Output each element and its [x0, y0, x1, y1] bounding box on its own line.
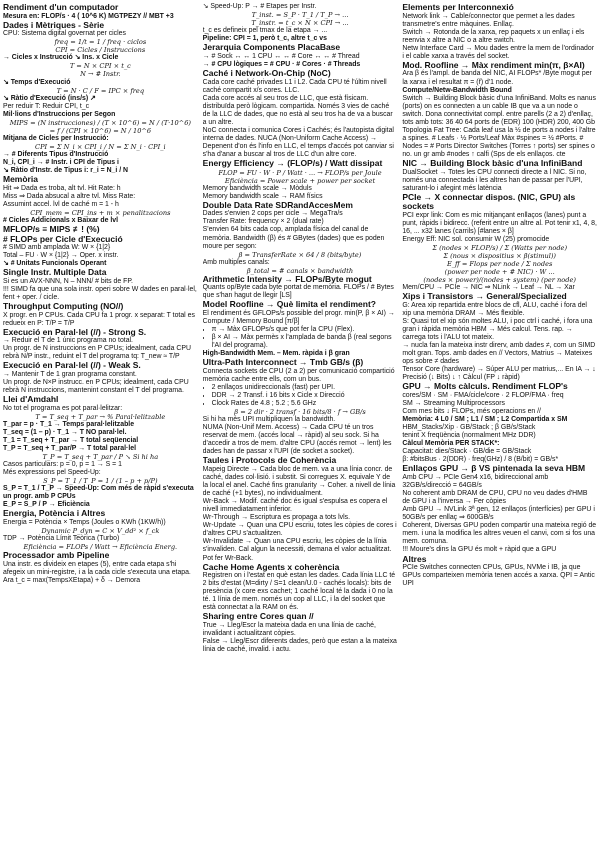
- formula: = f / (CPI × 10^6) = N / 10^6: [49, 126, 152, 135]
- text-line: X progr. en P CPUs. Cada CPU fa 1 progr. x separat: T total es redueix en P: T/P = T/P: [3, 311, 195, 327]
- text-line: Mapeig Directe → Cada bloc de mem. va a una línia concr. de caché, dades col·lisió. i substit. Si corregues X. equivale Y de la local el anel. Caché fins granularity → Coher. a nivell de línia de caché (+1 bytes), no individualment.: [202, 466, 396, 498]
- bold-line: Compute/Netw-Bandwidth Bound: [402, 86, 512, 94]
- text-line: Tensor Core (hardware) → Súper ALU per matrius,... En IA → ↓ Precisió (↓ Bits) ↓ ↑ Càlcul (FP ↓ ràpid): [402, 366, 596, 382]
- formula: (nodes × power)/(nodes + system) (per node): [423, 276, 576, 285]
- formula: T = T_seq + T_par → % Paral·lelitzable: [35, 412, 166, 421]
- text-line: Amb CPU → PCIe Gen4 x16, bidireccional amb 32GB/s/direcció = 64GB/s: [402, 474, 549, 490]
- bold-line: T_seq = (1 – p) · T_1 → T NO paral·lel.: [3, 428, 127, 436]
- formula: β = TransferRate × 64 / 8 (bits/byte): [238, 250, 362, 259]
- bold-line: Pipeline: CPI = 1, però t_c, altre t_c vs: [202, 35, 327, 43]
- text-line: Mem/CPU → PCIe → NIC ⇒ NLink → Leaf → NL → Xar: [402, 284, 575, 292]
- text-line: Amb multiples canals:: [202, 258, 270, 266]
- section-heading: Processador amb Pipeline: [3, 550, 110, 561]
- text-line: β: #bitsBus · 2(DDR) · freq(GHz) / 8 (B/bit) = GB/s*: [402, 456, 559, 464]
- formula: N → # Instr.: [80, 70, 121, 79]
- text-line: ↘ Speed-Up: P → # Etapes per Instr.: [202, 3, 317, 10]
- section-heading: Throughput Computing (NO//): [3, 300, 124, 311]
- text-line: Capacitat: dies/Stack · GB/die = GB/Stack: [402, 448, 532, 456]
- text-line: Cada core caché privades L1 i L2. Cada CPU té l'últim nivell caché compartit x/s cores. LLC.: [202, 78, 387, 94]
- bullet-item: • Clock Rates de 4.8 ; 5.2 ; 5.6 GHz: [212, 400, 398, 408]
- section-heading: Mod. Roofline → Màx rendiment min(π, β×AI): [402, 59, 585, 70]
- bold-line: T_P = T_seq + T_par/P → T total paral·lel: [3, 444, 137, 452]
- bold-line: High-Bandwidth Mem. – Mem. ràpida i β gran: [202, 350, 350, 358]
- bold-line: E_P = S_P / P → Eficiència: [3, 501, 90, 509]
- text-line: Com mes bits ↓ FLOPs, més operacions en //: [402, 408, 541, 416]
- section-heading: Execució en Paral·lel (//) - Weak S.: [3, 360, 141, 371]
- section-heading: Xips i Transistors → General/Specialized: [402, 291, 567, 302]
- text-line: Amb GPU → NVLink 3ª gen, 12 enllaços (interfícies) per GPU i 50GB/s per enllaç ⇒ 600GB/s: [402, 506, 595, 522]
- formula: CPI = Σ N_i × CPI_i / N = Σ N_i · CPI_i: [35, 142, 166, 151]
- text-line: Memory bandwidth scale → Mòduls: [202, 184, 312, 192]
- column-right: [402, 3, 597, 846]
- formula: T_instr. = t_c × N × CPI → ...: [251, 19, 349, 28]
- bold-line: S_P = T_1 / T_P → Speed-Up: Com més de ràpid s'executa un progr. amb P CPUs: [3, 485, 194, 501]
- section-heading: Caché i Network-On-Chip (NoC): [202, 67, 331, 78]
- text-line: Netw Interface Card → Mou dades entre la mem de l'ordinador i el cable xarxa a través del socket.: [402, 44, 595, 60]
- text-line: Per reduir T: Reduir CPI, t_c: [3, 102, 90, 110]
- text-line: NoC connecta i comunica Cores i Cachés; és l'autopista digital interna de dades. NUCA (Non-Uniform Cache Access) → Depenent d'on és l'info en LLC, el temps d'accés pot canviar si s'ha d'anar a buscar al tros de LLC d'un altre core.: [202, 126, 394, 158]
- section-heading: Altres: [402, 553, 427, 564]
- text-line: Connecta sockets de CPU (2 a 2) per comunicació compartició memòria cache entre ells, com un bus.: [202, 367, 395, 383]
- text-line: cores/SM · SM · FMA/cicle/core · 2 FLOP/FMA · freq: [402, 392, 564, 400]
- section-heading: Double Data Rate SDRandAccesMem: [202, 199, 353, 210]
- text-line: Un progr. de N instruccions en P CPUs; idealment, cada CPU rebrà N/P instr., reduint el T del programa tq: T_new ≈ T/P: [3, 345, 191, 361]
- section-heading: Elements per Interconnexió: [402, 3, 514, 12]
- text-line: CPU: Sistema digital governat per cicles: [3, 30, 126, 38]
- section-heading: MFLOP/s ≡ MIPS ≢! (%): [3, 223, 100, 234]
- bold-line: Mil·lions d'Instruccions per Segon: [3, 110, 116, 118]
- section-heading: Arithmetic Intensity → FLOPs/Byte mogut: [202, 273, 372, 284]
- formula: FLOP = FU · W · P / Watt · ... → FLOP/s per Joule: [218, 168, 382, 177]
- text-line: Més expressions pel Speed-Up:: [3, 469, 101, 477]
- formula: CPI = Cicles / Instruccions: [55, 46, 146, 55]
- formula: Eficiència = Power scale + power per socket: [224, 176, 376, 185]
- bold-line: T_par = p · T_1 → Temps paral·lelitzable: [3, 420, 135, 428]
- text-line: No coherent amb DRAM de CPU, CPU no veu dades d'HMB de GPU i a l'inversa → Fer còpies: [402, 490, 588, 506]
- bold-line: Càlcul Memòria PER STACK*:: [402, 440, 500, 448]
- formula: β_total = # canals × bandwidth: [246, 266, 354, 275]
- bullet-list: [203, 384, 398, 408]
- text-line: G: Area xip repartida entre blocs de cfl, ALU, caché i fora del xip una memòria DRAM → Més flexible.: [402, 301, 587, 318]
- text-line: DualSocket → Totes les CPU connecti directe a l NIC. Si no, només una connectada i les altres han de passar per l'UPI, saturant-lo i afegint més latència: [402, 168, 587, 192]
- bold-line: N_i, CPI_i → # Instr. i CPI de Tipus i: [3, 158, 119, 166]
- section-heading: Energy Efficiency → (FLOP/s) / Watt dissipat: [202, 157, 383, 168]
- text-line: !!! Moure's dins la GPU és molt + ràpid que a GPU: [402, 546, 557, 554]
- bullet-item: • 2 enllaços unidireccionals (fast) per UPI.: [212, 384, 398, 392]
- text-line: Energy Eff: NIC sol. consumir W (25) promocide: [402, 236, 550, 244]
- text-line: Casos particulars: p = 0, p = 1 → S = 1: [3, 461, 122, 469]
- text-line: TDP → Potència Límit Teòrica (Turbo): [3, 535, 120, 543]
- section-heading: Enllaços GPU → β VS pintenada la seva HBM: [402, 463, 586, 474]
- section-heading: Dades i Mètriques - Sèrie: [3, 19, 105, 30]
- text-line: Registren on i l'estat en què estan les dades. Cada línia LLC té 2 bits d'estat (M=dirty / S=1 clean/U.0 - cachés locals): bits de presència (x core exs cachet; 1 caché local té la dada i 0 no la té. 1 línia de mem. només un cop al LLC, i la del socket que està connectat a la RAM on és.: [202, 572, 396, 612]
- bold-line: ↘ Ràtio d'Execució (ins/s) ↗: [3, 94, 96, 102]
- text-line: S: Quasi tot el xip són moltes ALU, i poc ctrl i caché, i fora una gran i ràpida memòria HBM → Més calcul. Tens. rap. → carrega tots i l'ALU tot mateix.: [402, 318, 593, 342]
- text-line: !!! SIMD fa que una sola instr. operi sobre W dades en paral·lel, fent + oper. / cicle.: [3, 285, 197, 301]
- bullet-item: • DDR → 2 Transf. i 16 bits x Cicle x Direcció: [212, 392, 398, 400]
- text-line: Switch → Rotonda de la xarxa, rep paquets x un enllaç i els reenvia x altre a NIC o a altre switch.: [402, 28, 585, 44]
- text-line: Memory bandwidth scale → RAM físics: [202, 192, 323, 200]
- text-line: Transfer Rate: frequency × 2 (dual rate): [202, 218, 324, 226]
- text-line: Miss ⇒ Dada absucal a altre tvl. Miss Rate:: [3, 192, 136, 200]
- text-line: Un progr. de N×P instrucc. en P CPUs; idealment, cada CPU rebrà N instruccions, mantenint constant el T del programa.: [3, 379, 189, 395]
- formula: Σ (nodes × FLOP/s) / Σ (Watts per node): [432, 244, 568, 253]
- text-line: Topologia Fat Tree: Cada leaf usa la ½ de ports a nodes i l'altre a spines. # Leafs · ½ Ports/Leaf Màx #spines = ½ #Ports. # Nodes = # Ports Director Switches (Torres ↑ ports) ser spines o no. un gr amb #nodes ↑ calfi (Sps de els enllaços. cte: [402, 126, 596, 158]
- section-heading: Jerarquia Components PlacaBase: [202, 42, 341, 53]
- formula: T_P = T_seq + T_par / P ↘ Si hi ha: [42, 453, 159, 461]
- bold-line: Mitjana de Cicles per Instrucció:: [3, 134, 109, 142]
- section-heading: Rendiment d'un computador: [3, 3, 119, 12]
- section-heading: Ultra-Path Interconnect → Tmb GB/s (β): [202, 357, 364, 368]
- section-heading: GPU → Molts càlculs. Rendiment FLOP's: [402, 381, 568, 392]
- formula: T = N × CPI × t_c: [69, 62, 131, 71]
- formula: Σ (nous × dispositius × β(stimul)): [443, 252, 557, 261]
- text-line: → nucla fan la mateixa instr direrv, amb dades ≠, com un SIMD molt gran. Tops. amb dades en // Vectors, Matrius → Mateixes ops sobre ≠ dades: [402, 342, 596, 366]
- text-line: Network link → Cable/connector que permet a les dades transmetre's entre màquines. Enllaç.: [402, 12, 575, 28]
- text-line: NUMA (Non-Unif Mem. Access) → Cada CPU té un tros reservat de mem. (accés local → ràpid) al seu sock. Si ha d'accedir a tros de mem. d'altre CPU (accés remot → lent) les dades han de passar x l'UPI (de socket a socket).: [202, 424, 392, 456]
- bold-line: → # Diferents Tipus d'Instrucció: [3, 150, 109, 158]
- text-line: → Reduir el T de 1 únic programa no total.: [3, 337, 133, 345]
- text-line: SM → Streaming Multiprocessors: [402, 400, 505, 408]
- section-heading: Taules i Protocols de Coherència: [202, 455, 337, 466]
- bold-line: T_1 = T_seq + T_par → T total seqüencial: [3, 436, 139, 444]
- text-line: t_c es defineix pel tmax de la etapa → ...: [202, 27, 328, 35]
- formula: S_P = T_1 / T_P = 1 / (1 – p + p/P): [43, 477, 158, 486]
- text-line: Assumint accel. lvl de caché m = 1 - h: [3, 200, 119, 208]
- text-line: Hit ⇒ Dada es troba, alt tvl. Hit Rate: h: [3, 184, 121, 192]
- bullet-item: • π → Màx GFLOPs/s que pot fer la CPU (Flex).: [212, 326, 398, 334]
- section-heading: Single Instr. Multiple Data: [3, 267, 107, 278]
- text-line: Wr-Update → Quan una CPU escriu, totes les còpies de cores i d'altres CPU s'actualitzen.: [202, 522, 397, 538]
- text-line: Cada core accés al seu tros de LLC, que està físicam. distribuïda però lògicam. compartida. Només 3 vies de caché de la LLC de dades, que no està al seu tros ha de va a buscar a un altre.: [202, 94, 393, 126]
- text-line: Quants op/Byte cada byte portat de memòria. FLOPs / # Bytes que s'han hagut de llegir [LS]: [202, 284, 394, 300]
- text-line: HBM_Stacks/Xip · GB/Stack ; β GB/s/Stack: [402, 424, 536, 432]
- formula: MIPS = (N instrucciones) / (T × 10^6) = N / (T·10^6): [9, 118, 191, 127]
- section-heading: # FLOPs per Cicle d'Execució: [3, 233, 123, 244]
- bold-line: ↘ Temps d'Execució: [3, 78, 71, 86]
- text-line: tenint X freqüència (normalment MHz DDR): [402, 432, 536, 440]
- text-line: Wr-Through → Escriptura es propaga a tots lvls.: [202, 514, 350, 522]
- text-line: Energia = Potència × Temps (Joules o KWh (1KW/h)): [3, 518, 166, 526]
- bold-line: Memòria: 4 L0 / SM ; L1 / SM ; L2 Compartida x SM: [402, 416, 568, 424]
- section-heading: PCIe → X connectar dispos. (NIC, GPU) als sockets: [402, 191, 576, 212]
- text-line: Coherent, Diversas GPU poden compartir una mateixa regió de mem. i una la modifica les altres veuen el canvi, com si fos una mem. comuna.: [402, 522, 597, 546]
- section-heading: Execució en Paral·lel (//) - Strong S.: [3, 326, 147, 337]
- formula: E_ff = Flops per node / Σ nodes: [446, 260, 553, 269]
- text-line: Wr-Back → Modif. caché doc és igual s'espulsa es copera el nivell immediatament inferior.: [202, 498, 388, 514]
- text-line: → Mantenir T de 1 gran programa constant.: [3, 370, 137, 378]
- text-line: Switch → Building Block bàsic d'una InfiniBand. Molts es nanus (ports) on es connecten a un cable IB que va a un node o switch. Dona connectivitat compl. entre parells (2 a 2) d'enllaç, tots amb tots: 36 40 64 ports de (EDR) 100 (HDR) 200, 400 Gb: [402, 94, 596, 126]
- text-line: → # Sock ↔ ↔ 1 CPU ↔ ↔ # Core ↔ ↔ # Thread: [202, 52, 360, 60]
- text-line: Dades s'envien 2 cops per cicle → MegaTra/s: [202, 210, 343, 218]
- bold-line: Mesura en: FLOP/s · 4 ( 10^6 K) MGTPEZY // MBT +3: [3, 12, 174, 20]
- text-line: Una instr. es divideix en etapes (5), entre cada etapa s'hi afegeix un mini-registre, i a la cada cicle s'executa una etapa. Ara t_c = max(TempsXEtapa) + δ → Demora: [3, 560, 191, 584]
- column-middle: [203, 3, 398, 846]
- text-line: # SIMD amb amplada W: W × {1|2}: [3, 244, 111, 252]
- formula: β = 2 dir · 2 transf · 16 bits/8 · f → GB/s: [234, 408, 366, 417]
- text-line: PCI expr link: Com es mic mitjançant enllaços (lanes) punt a punt, ràpids i bidirecc. (referit entre un altre al. Pot tenir x1, 4, 8, 16, ... x32 lanes (carrils) [#lanes × β]: [402, 211, 597, 235]
- text-line: Wr-Invalidate → Quan una CPU escriu, les còpies de la línia s'invaliden. Cal algun la necessiti, demana el valor actualitzat. Pot fer Wr-Back.: [202, 538, 392, 562]
- column-left: [3, 3, 198, 846]
- bold-line: # Cicles Addicionals x Baixar de lvl: [3, 216, 119, 224]
- formula: T_inst. = S_P · T_1 / T_P → ...: [251, 11, 349, 20]
- text-line: Ara β és l'ampl. de banda del NIC, AI FLOPs* /Byte mogut per la xarxa i el resultat π = (ř) d'1 node.: [402, 70, 592, 86]
- text-line: False → Lleg/Escr diferents dades, però que estan a la mateixa línia de caché, invalid. i actu.: [202, 638, 397, 654]
- section-heading: Llei d'Amdahl: [3, 394, 59, 405]
- bold-line: ↘ Ràtio d'Instr. de Tipus i: r_i = N_i / N: [3, 167, 129, 175]
- bullet-item: • β × AI → Màx permès x l'amplada de banda β (real segons l'AI del programa).: [212, 334, 398, 350]
- section-heading: Memòria: [3, 174, 38, 185]
- text-line: El rendiment és GFLOPs/s possible del progr. min(Ρ, β × AI) → Compute / Memory Bound [π/β]: [202, 310, 395, 326]
- text-line: Si es un AVX-NNN, N – NNN/ # bits de FP.: [3, 277, 133, 285]
- text-line: S'envien 64 bits cada cop, amplada física del canal de memòria. Bandwidth (β) és # GBytes (dades) que es poden moure per segon:: [202, 226, 385, 250]
- text-line: No tot el programa es pot paral·lelitzar:: [3, 404, 123, 412]
- section-heading: Sharing entre Cores quan //: [202, 611, 314, 622]
- text-line: PCIe Switches connecten CPUs, GPUs, NVMe i IB, ja que GPUs comparteixen memòria tenen accés a xarxa. QPI = Antic UPI: [402, 564, 595, 588]
- bold-line: → # CPU lògiques = # CPU · # Cores · # Threads: [202, 60, 361, 68]
- text-line: Si hi ha més UPI multipliquen la bandwidth.: [202, 416, 336, 424]
- section-heading: Energia, Potència i Altres: [3, 508, 106, 519]
- section-heading: Model Roofline → Què limita el rendiment?: [202, 299, 376, 310]
- bold-line: → Cicles x Instrucció ↘ Ins. x Cicle: [3, 54, 119, 62]
- formula: Eficiència = FLOPs / Watt → Eficiència Energ.: [23, 543, 178, 552]
- section-heading: Cache Home Agents x coherència: [202, 561, 340, 572]
- text-line: Total – FU · W × {1|2} → Oper. x instr.: [3, 252, 119, 260]
- formula: T = N · C / F = IPC × freq: [56, 86, 145, 95]
- formula: Dynamic P_dyn = C × V_dd² × f_ck: [41, 526, 160, 535]
- bullet-list: [203, 326, 398, 350]
- formula: CPI_mem = CPI_ins + m × penalitzacions: [30, 208, 171, 217]
- formula: (power per node + # NIC) · W ...: [444, 268, 555, 277]
- bold-line: ↘ # Unitats Funcionals Operant: [3, 260, 107, 268]
- formula: freq = 1/t = 1 / freq · ciclos: [54, 38, 147, 47]
- text-line: True → Lleg/Escr la mateixa dada en una línia de caché, invalidant i actualitzant còpies.: [202, 621, 376, 638]
- section-heading: NIC → Building Block bàsic d'una InfiniBand: [402, 157, 583, 168]
